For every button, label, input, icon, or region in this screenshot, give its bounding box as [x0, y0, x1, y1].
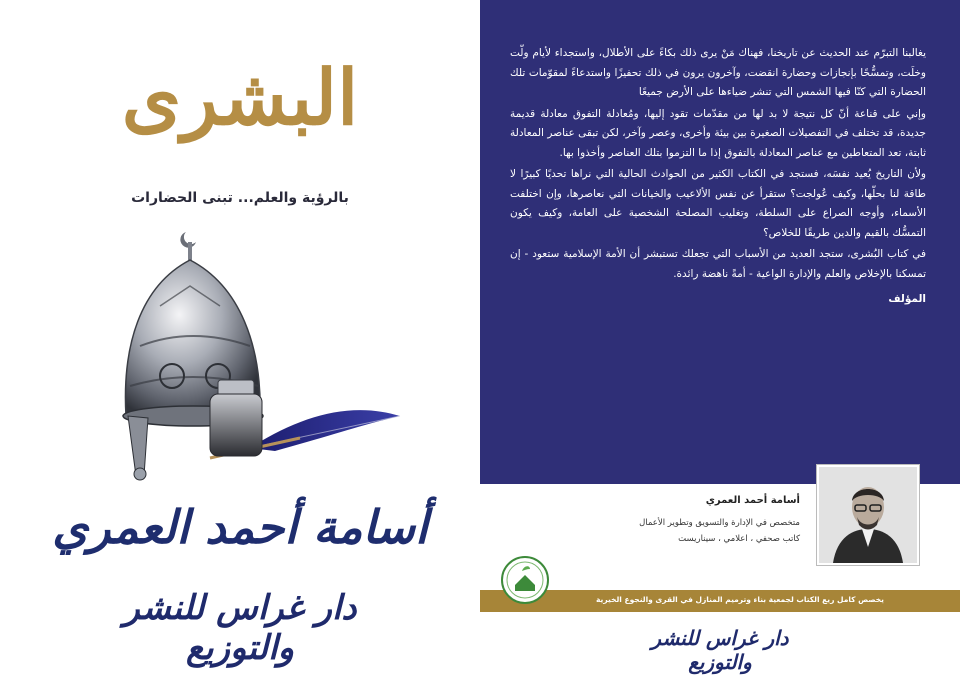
book-title: البشرى	[121, 53, 359, 142]
blurb-paragraph: في كتاب البُشرى، ستجد العديد من الأسباب التي تجعلك تستبشر أن الأمة الإسلامية ستعود - إن تمسكنا بالإخلاص والعلم والإدارة الواعية - أمةً ناهضة رائدة.	[510, 248, 926, 280]
helmet-and-inkwell-illustration	[100, 226, 420, 496]
blurb-paragraph: ولأن التاريخ يُعيد نفسَه، فستجد في الكتاب الكثير من الحوادث الحالية التي نراها تحديًا كبيرًا لا طاقة لنا بحلّها، وكيف عُولجت؟ ستقرأ عن نفس الألاعيب والخيانات التي نعاصرها، وإن اختلفت الأسماء، وأوجه الصراع على السلطة، وتغليب المصلحة الشخصية على العامة، وكيف يكون التمسُّك بالقيم والدين طريقًا للخلاص؟	[510, 168, 926, 239]
author-calligraphy: أسامة أحمد العمري	[52, 500, 428, 554]
back-cover	[480, 0, 960, 678]
author-role: كاتب صحفي ، اعلامي ، سيناريست	[678, 534, 800, 544]
donation-note: يخصص كامل ريع الكتاب لجمعية بناء وترميم المنازل في القرى والنجوع الخيرية	[595, 595, 885, 604]
author-photo	[817, 465, 919, 565]
author-role: متخصص في الإدارة والتسويق وتطوير الأعمال	[639, 518, 800, 528]
blurb-panel	[480, 0, 960, 484]
publisher-logo-small: دار غراس للنشر والتوزيع	[651, 626, 789, 674]
helmet-spike	[188, 242, 192, 262]
blurb-text	[510, 44, 926, 312]
author-name: أسامة أحمد العمري	[705, 495, 800, 506]
nose-guard	[128, 416, 148, 476]
book-subtitle: بالرؤية والعلم... تبنى الحضارات	[131, 190, 349, 206]
charity-logo	[500, 555, 550, 605]
blurb-signature: المؤلف	[888, 293, 926, 306]
inkwell-bottle	[210, 394, 262, 456]
blurb-paragraph: وإني على قناعة أنّ كل نتيجة لا بد لها من مقدّمات تقود إليها، ومُعادلة التفوق معادلة قديمة جديدة، قد تختلف في التفصيلات الصغيرة بين بيئة وأخرى، وعصر وآخر، لكن تبقى عناصر المعادلة ثابتة، تعد المتعاطين مع عناصر المعادلة بالتفوق إذا ما التزموا بتلك العناصر وأخذوا بها.	[510, 107, 926, 159]
blurb-paragraph: يغالبنا التبرّم عند الحديث عن تاريخنا، فهناك مَنْ يرى ذلك بكاءً على الأطلال، واستجداء لأيام ولّت وخلَت، وتمسُّحًا بإنجازات وحضارة انقضت، وآخرون يرون في ذلك تحفيزًا واستدعاءً لمقوّمات تلك الحضارة التي كنّا فيها الشمس التي تنشر ضياءها على الأرض جميعًا	[510, 47, 926, 99]
publisher-logo: دار غراس للنشر والتوزيع	[123, 588, 357, 668]
